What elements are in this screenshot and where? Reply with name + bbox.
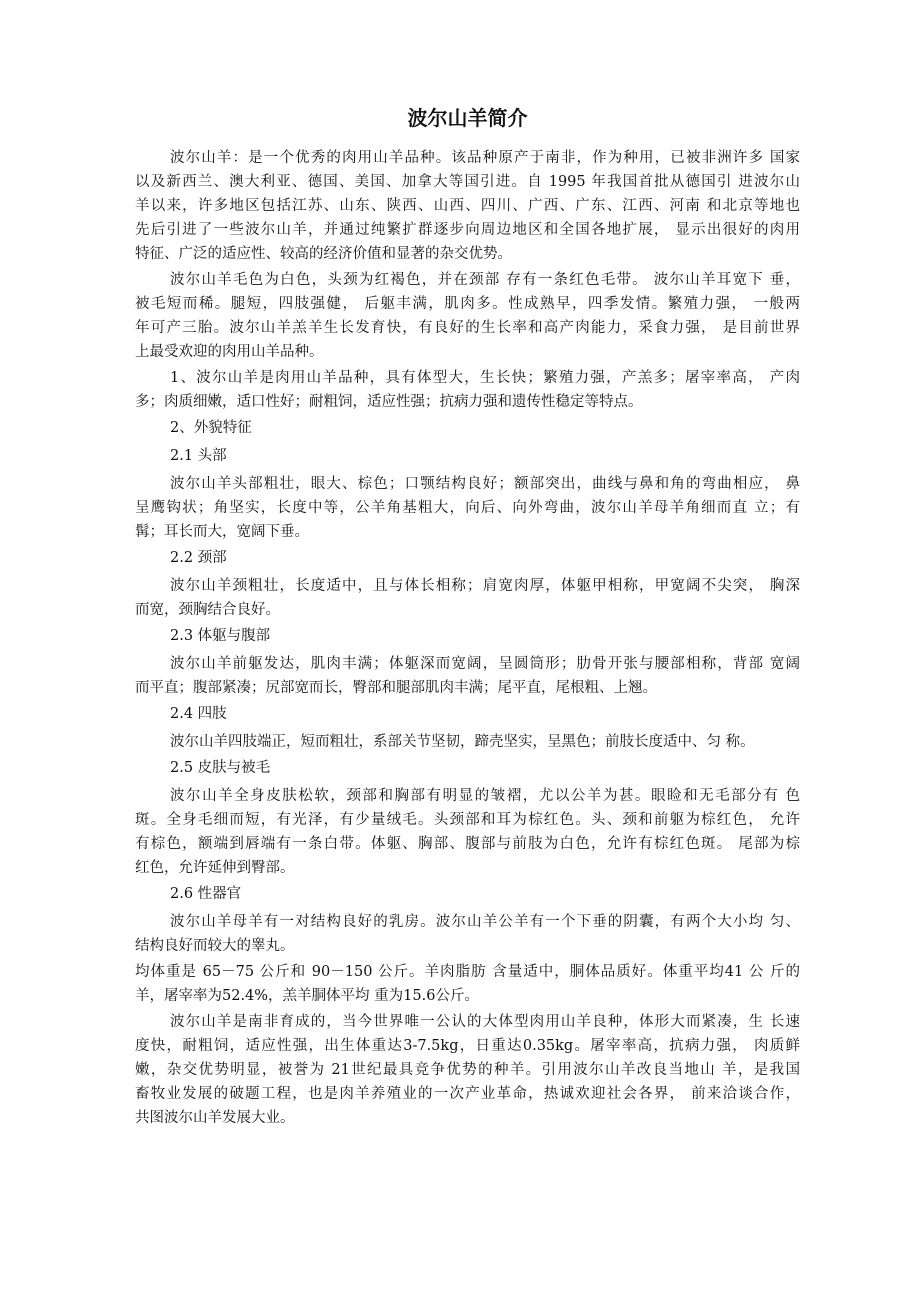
paragraph-line: 波尔山羊毛色为白色，头颈为红褐色，并在颈部 存有一条红色毛带。 波尔山羊耳宽下 垂，	[170, 272, 800, 288]
heading-text: 2.4 四肢	[170, 706, 227, 722]
paragraph-line: 特征、广泛的适应性、较高的经济价值和显著的杂交优势。	[135, 246, 512, 262]
paragraph-line: 年可产三胎。波尔山羊羔羊生长发育快，有良好的生长率和高产肉能力，采食力强， 是目前世界	[135, 320, 800, 336]
paragraph-line: 1、波尔山羊是肉用山羊品种，具有体型大，生长快；繁殖力强，产羔多；屠宰率高， 产肉	[170, 370, 800, 386]
paragraph	[135, 146, 800, 266]
paragraph	[135, 652, 800, 700]
section-heading	[135, 444, 800, 468]
paragraph-line: 结构良好而较大的睾丸。	[135, 938, 295, 954]
paragraph-line: 均体重是 65－75 公斤和 90－150 公斤。羊肉脂肪 含量适中，胴体品质好。体重平均41 公 斤的	[135, 964, 800, 980]
paragraph-line: 嫩，杂交优势明显，被誉为 21世纪最具竞争优势的种羊。引用波尔山羊改良当地山 羊，是我国	[135, 1062, 800, 1078]
paragraph	[135, 574, 800, 622]
paragraph	[135, 366, 800, 414]
paragraph-line: 羊，屠宰率为52.4%，羔羊胴体平均 重为15.6公斤。	[135, 988, 479, 1004]
paragraph-line: 被毛短而稀。腿短，四肢强健， 后躯丰满，肌肉多。性成熟早，四季发情。繁殖力强， 一般两	[135, 296, 800, 312]
paragraph	[135, 910, 800, 958]
paragraph	[135, 960, 800, 1008]
paragraph-line: 红色，允许延伸到臀部。	[135, 860, 295, 876]
section-heading	[135, 546, 800, 570]
paragraph-line: 波尔山羊颈粗壮，长度适中，且与体长相称；肩宽肉厚，体躯甲相称，甲宽阔不尖突， 胸深	[170, 578, 800, 594]
paragraph-line: 波尔山羊四肢端正，短而粗壮，系部关节坚韧，蹄壳坚实，呈黑色；前肢长度适中、匀 称。	[170, 734, 755, 750]
paragraph-line: 波尔山羊全身皮肤松软，颈部和胸部有明显的皱褶，尤以公羊为甚。眼睑和无毛部分有 色	[170, 788, 800, 804]
section-heading	[135, 416, 800, 440]
paragraph-line: 而宽，颈胸结合良好。	[135, 602, 280, 618]
paragraph-line: 斑。全身毛细而短，有光泽，有少量绒毛。头颈部和耳为棕红色。头、颈和前躯为棕红色， 允许	[135, 812, 800, 828]
heading-text: 2.3 体躯与腹部	[170, 628, 271, 644]
heading-text: 2.1 头部	[170, 448, 227, 464]
paragraph-line: 呈鹰钩状；角坚实，长度中等，公羊角基粗大，向后、向外弯曲，波尔山羊母羊角细而直 立；有	[135, 500, 800, 516]
paragraph-line: 先后引进了一些波尔山羊，并通过纯繁扩群逐步向周边地区和全国各地扩展， 显示出很好的肉用	[135, 222, 800, 238]
paragraph-line: 有棕色，额端到唇端有一条白带。体躯、胸部、腹部与前肢为白色，允许有棕红色斑。 尾部为棕	[135, 836, 800, 852]
heading-text: 2.6 性器官	[170, 886, 242, 902]
paragraph-line: 波尔山羊：是一个优秀的肉用山羊品种。该品种原产于南非，作为种用，已被非洲许多 国家	[170, 150, 800, 166]
paragraph-line: 度快，耐粗饲，适应性强，出生体重达3-7.5kg，日重达0.35kg。屠宰率高，抗病力强， 肉质鲜	[135, 1038, 800, 1054]
heading-text: 2、外貌特征	[170, 420, 252, 436]
document-title: 波尔山羊简介	[407, 106, 528, 130]
paragraph-line: 多；肉质细嫩，适口性好；耐粗饲，适应性强；抗病力强和遗传性稳定等特点。	[135, 394, 643, 410]
paragraph-line: 畜牧业发展的破题工程，也是肉羊养殖业的一次产业革命，热诚欢迎社会各界， 前来洽谈合作，	[135, 1086, 800, 1102]
document-body	[135, 146, 800, 1132]
paragraph-line: 羊以来，许多地区包括江苏、山东、陕西、山西、四川、广西、广东、江西、河南 和北京等地也	[135, 198, 800, 214]
paragraph	[135, 472, 800, 544]
paragraph-line: 而平直；腹部紧凑；尻部宽而长，臀部和腿部肌肉丰满；尾平直，尾根粗、上翘。	[135, 680, 657, 696]
section-heading	[135, 756, 800, 780]
section-heading	[135, 882, 800, 906]
paragraph	[135, 1010, 800, 1130]
paragraph-line: 波尔山羊前躯发达，肌肉丰满；体躯深而宽阔，呈圆筒形；肋骨开张与腰部相称，背部 宽阔	[170, 656, 800, 672]
paragraph-line: 波尔山羊母羊有一对结构良好的乳房。波尔山羊公羊有一个下垂的阴囊，有两个大小均 匀、	[170, 914, 800, 930]
paragraph	[135, 730, 800, 754]
paragraph-line: 以及新西兰、澳大利亚、德国、美国、加拿大等国引进。自 1995 年我国首批从德国引 进波尔山	[135, 174, 800, 190]
paragraph	[135, 784, 800, 880]
paragraph-line: 上最受欢迎的肉用山羊品种。	[135, 344, 324, 360]
section-heading	[135, 624, 800, 648]
paragraph-line: 共图波尔山羊发展大业。	[135, 1110, 295, 1126]
section-heading	[135, 702, 800, 726]
paragraph-line: 波尔山羊是南非育成的，当今世界唯一公认的大体型肉用山羊良种，体形大而紧凑，生 长速	[170, 1014, 800, 1030]
heading-text: 2.5 皮肤与被毛	[170, 760, 271, 776]
paragraph	[135, 268, 800, 364]
heading-text: 2.2 颈部	[170, 550, 227, 566]
paragraph-line: 髯；耳长而大，宽阔下垂。	[135, 524, 309, 540]
paragraph-line: 波尔山羊头部粗壮，眼大、棕色；口颚结构良好；额部突出，曲线与鼻和角的弯曲相应， 鼻	[170, 476, 800, 492]
